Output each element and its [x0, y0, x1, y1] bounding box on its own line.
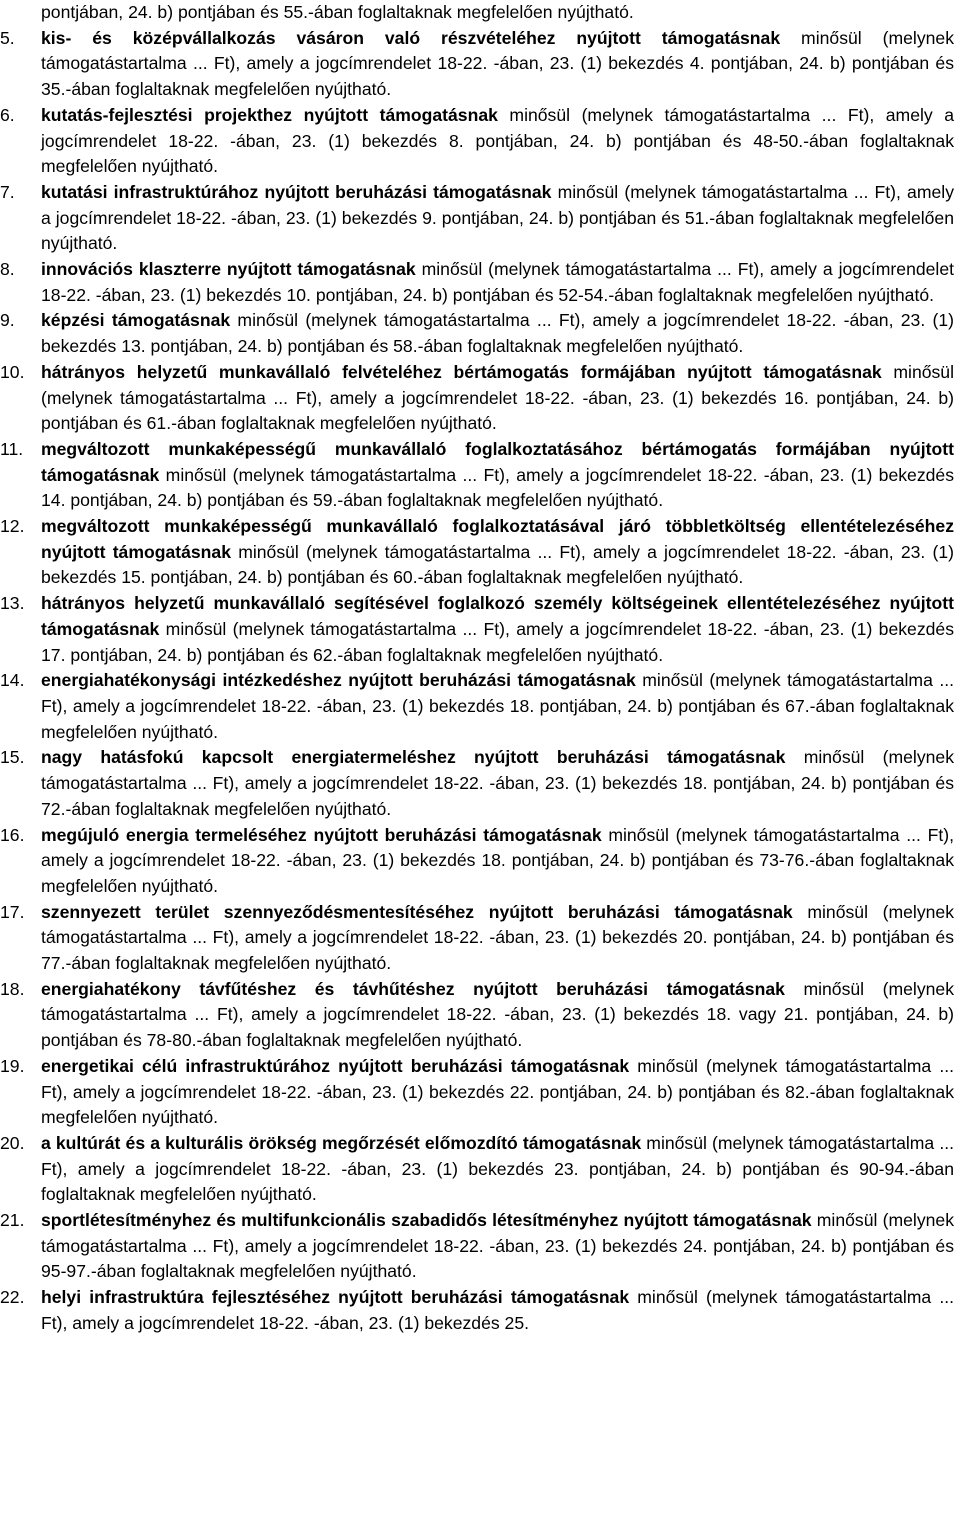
item-title: megújuló energia termeléséhez nyújtott beruházási támogatásnak — [41, 824, 602, 845]
item-text: minősül (melynek támogatástartalma ... Ft), amely a jogcímrendelet 18-22. -ában, 23. (1) bekezdés 8. pontjában, 24. b) pontjában és 48-50.-ában foglaltaknak megfelelően nyújtható. — [41, 104, 954, 177]
list-item — [0, 437, 954, 514]
item-number: 21. — [0, 1210, 25, 1231]
list-item — [0, 180, 954, 257]
item-text: minősül (melynek támogatástartalma ... Ft), amely a jogcímrendelet 18-22. -ában, 23. (1) bekezdés 14. pontjában, 24. b) pontjában és 59.-ában foglaltaknak megfelelően nyújtható. — [41, 464, 954, 511]
item-text: minősül (melynek támogatástartalma ... Ft), amely a jogcímrendelet 18-22. -ában, 23. (1) bekezdés 4. pontjában, 24. b) pontjában és 35.-ában foglaltaknak megfelelően nyújtható. — [41, 27, 954, 100]
item-number: 16. — [0, 824, 25, 845]
list-item — [0, 308, 954, 359]
item-title: energetikai célú infrastruktúrához nyújtott beruházási támogatásnak — [41, 1055, 630, 1076]
item-number: 6. — [0, 104, 15, 125]
item-number: 17. — [0, 901, 25, 922]
item-text: minősül (melynek támogatástartalma ... Ft), amely a jogcímrendelet 18-22. -ában, 23. (1) bekezdés 24. pontjában, 24. b) pontjában és 95-97.-ában foglaltaknak megfelelően nyújtható. — [41, 1210, 954, 1282]
item-number: 10. — [0, 361, 25, 382]
item-text: minősül (melynek támogatástartalma ... Ft), amely a jogcímrendelet 18-22. -ában, 23. (1) bekezdés 23. pontjában, 24. b) pontjában és 90-94.-ában foglaltaknak megfelelően nyújtható. — [41, 1132, 954, 1205]
item-text: minősül (melynek támogatástartalma ... Ft), amely a jogcímrendelet 18-22. -ában, 23. (1) bekezdés 10. pontjában, 24. b) pontjában és 52-54.-ában foglaltaknak megfelelően nyújtható. — [41, 259, 955, 305]
item-number: 18. — [0, 978, 25, 999]
item-title: innovációs klaszterre nyújtott támogatásnak — [41, 259, 416, 280]
list-item — [0, 668, 954, 745]
item-title: megváltozott munkaképességű munkavállaló foglalkoztatásával járó többletköltség ellentételezéséhez nyújtott támogatásnak — [41, 516, 954, 562]
item-number: 14. — [0, 670, 25, 691]
list-item — [0, 1285, 954, 1336]
item-title: energiahatékonysági intézkedéshez nyújtott beruházási támogatásnak — [41, 670, 636, 691]
item-title: nagy hatásfokú kapcsolt energiatermeléshez nyújtott beruházási támogatásnak — [41, 747, 786, 768]
item-text: minősül (melynek támogatástartalma ... Ft), amely a jogcímrendelet 18-22. -ában, 23. (1) bekezdés 9. pontjában, 24. b) pontjában és 51.-ában foglaltaknak megfelelően nyújtható. — [41, 181, 954, 254]
item-number: 12. — [0, 516, 25, 537]
item-title: hátrányos helyzetű munkavállaló segítésével foglalkozó személy költségeinek ellentételezéséhez nyújtott támogatásnak — [41, 593, 954, 639]
list-item — [0, 514, 954, 591]
item-title: kutatási infrastruktúrához nyújtott beruházási támogatásnak — [41, 181, 552, 202]
list-item — [0, 26, 954, 103]
list-item — [0, 1131, 954, 1208]
list-item — [0, 745, 954, 822]
list-item — [0, 360, 954, 437]
item-title: kis- és középvállalkozás vásáron való részvételéhez nyújtott támogatásnak — [41, 27, 781, 48]
item-text: minősül (melynek támogatástartalma ... Ft), amely a jogcímrendelet 18-22. -ában, 23. (1) bekezdés 17. pontjában, 24. b) pontjában és 62.-ában foglaltaknak megfelelően nyújtható. — [41, 618, 954, 665]
item-number: 13. — [0, 593, 25, 614]
list-item — [0, 823, 954, 900]
item-text: minősül (melynek támogatástartalma ... Ft), amely a jogcímrendelet 18-22. -ában, 23. (1) bekezdés 20. pontjában, 24. b) pontjában és 77.-ában foglaltaknak megfelelően nyújtható. — [41, 901, 954, 974]
list-item — [0, 977, 954, 1054]
item-title: képzési támogatásnak — [41, 310, 231, 331]
item-text: minősül (melynek támogatástartalma ... Ft), amely a jogcímrendelet 18-22. -ában, 23. (1) bekezdés 13. pontjában, 24. b) pontjában és 58.-ában foglaltaknak megfelelően nyújtható. — [41, 310, 954, 357]
item-text: minősül (melynek támogatástartalma ... Ft), amely a jogcímrendelet 18-22. -ában, 23. (1) bekezdés 16. pontjában, 24. b) pontjában és 61.-ában foglaltaknak megfelelően nyújtható. — [41, 361, 955, 434]
item-title: szennyezett terület szennyeződésmentesítéséhez nyújtott beruházási támogatásnak — [41, 901, 793, 922]
item-title: a kultúrát és a kulturális örökség megőrzését előmozdító támogatásnak — [41, 1132, 642, 1153]
item-number: 7. — [0, 181, 15, 202]
item-text: minősül (melynek támogatástartalma ... Ft), amely a jogcímrendelet 18-22. -ában, 23. (1) bekezdés 18. vagy 21. pontjában, 24. b) pontjában és 78-80.-ában foglaltaknak megfelelően nyújtható. — [41, 978, 954, 1051]
item-title: helyi infrastruktúra fejlesztéséhez nyújtott beruházási támogatásnak — [41, 1287, 630, 1308]
item-text: minősül (melynek támogatástartalma ... Ft), amely a jogcímrendelet 18-22. -ában, 23. (1) bekezdés 15. pontjában, 24. b) pontjában és 60.-ában foglaltaknak megfelelően nyújtható. — [41, 541, 954, 588]
item-number: 22. — [0, 1287, 25, 1308]
list-item — [0, 900, 954, 977]
item-number: 20. — [0, 1132, 25, 1153]
list-item — [0, 591, 954, 668]
item-number: 8. — [0, 259, 15, 280]
item-title: kutatás-fejlesztési projekthez nyújtott támogatásnak — [41, 104, 498, 125]
item-title: megváltozott munkaképességű munkavállaló foglalkoztatásához bértámogatás formájában nyújtott támogatásnak — [41, 438, 954, 485]
item-text: minősül (melynek támogatástartalma ... Ft), amely a jogcímrendelet 18-22. -ában, 23. (1) bekezdés 18. pontjában, 24. b) pontjában és 73-76.-ában foglaltaknak megfelelően nyújtható. — [41, 824, 954, 896]
item-title: hátrányos helyzetű munkavállaló felvételéhez bértámogatás formájában nyújtott támogatásnak — [41, 361, 882, 382]
item-text: minősül (melynek támogatástartalma ... Ft), amely a jogcímrendelet 18-22. -ában, 23. (1) bekezdés 18. pontjában, 24. b) pontjában és 67.-ában foglaltaknak megfelelően nyújtható. — [41, 670, 954, 742]
item-text: minősül (melynek támogatástartalma ... Ft), amely a jogcímrendelet 18-22. -ában, 23. (1) bekezdés 22. pontjában, 24. b) pontjában és 82.-ában foglaltaknak megfelelően nyújtható. — [41, 1055, 954, 1128]
support-category-list — [0, 26, 954, 1337]
item-title: energiahatékony távfűtéshez és távhűtéshez nyújtott beruházási támogatásnak — [41, 978, 785, 999]
item-number: 19. — [0, 1055, 25, 1076]
continuation-paragraph: pontjában, 24. b) pontjában és 55.-ában foglaltaknak megfelelően nyújtható. — [41, 2, 634, 22]
item-text: minősül (melynek támogatástartalma ... Ft), amely a jogcímrendelet 18-22. -ában, 23. (1) bekezdés 18. pontjában, 24. b) pontjában és 72.-ában foglaltaknak megfelelően nyújtható. — [41, 747, 954, 819]
list-item — [0, 257, 954, 308]
item-number: 5. — [0, 27, 15, 48]
item-text: minősül (melynek támogatástartalma ... Ft), amely a jogcímrendelet 18-22. -ában, 23. (1) bekezdés 25. — [41, 1287, 954, 1333]
item-number: 11. — [0, 438, 24, 459]
list-item — [0, 1208, 954, 1285]
item-number: 15. — [0, 747, 25, 768]
item-title: sportlétesítményhez és multifunkcionális szabadidős létesítményhez nyújtott támogatásnak — [41, 1210, 812, 1231]
item-number: 9. — [0, 310, 15, 331]
list-item — [0, 103, 954, 180]
list-item — [0, 1054, 954, 1131]
